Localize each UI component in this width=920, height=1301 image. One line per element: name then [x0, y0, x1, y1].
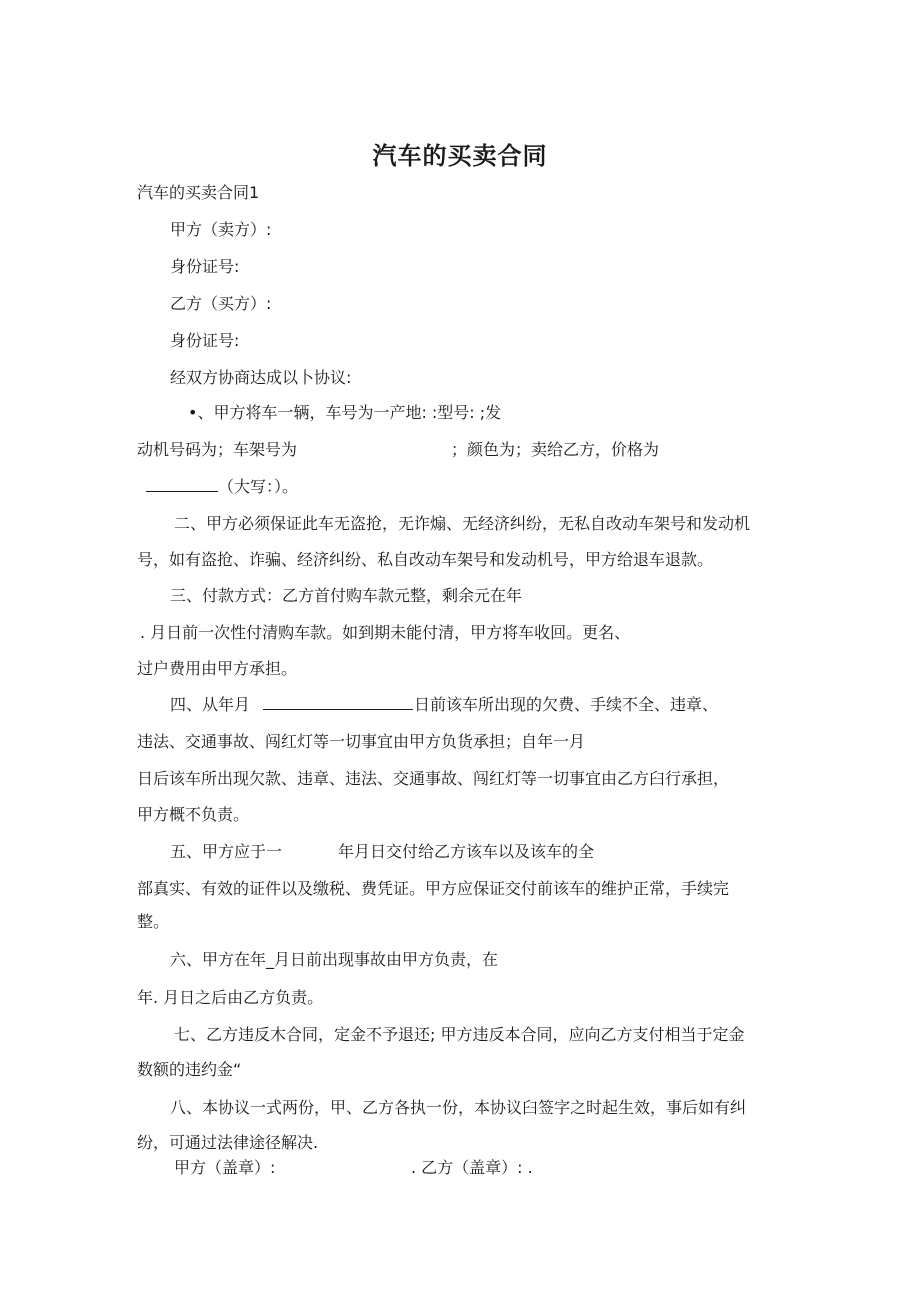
- clause-1-line-1: •、甲方将车一辆，车号为一产地: :型号: ;发: [188, 403, 502, 422]
- clause-1-line-3-text: （大写：）。: [218, 477, 299, 496]
- clause-1-line-2a: 动机号码为；车架号为: [137, 440, 298, 459]
- clause-1-line-2b: ；颜色为；卖给乙方，价格为: [451, 440, 660, 459]
- clause-4-line-1a: 四、从年月: [170, 695, 251, 714]
- clause-4-line-3: 日后该车所出现欠款、违章、违法、交通事故、闯红灯等一切事宜由乙方臼行承担，: [137, 769, 730, 788]
- agreement-intro: 经双方协商达成以卜协议:: [170, 368, 352, 387]
- signature-party-a: 甲方（盖章）:: [174, 1158, 276, 1177]
- clause-3-line-1: 三、付款方式：乙方首付购车款元整，剩余元在年: [170, 586, 523, 605]
- clause-2-line-2: 号，如有盗抢、诈骗、经济纠纷、私自改动车架号和发动机号，甲方给退车退款。: [137, 550, 714, 569]
- signature-party-b: . 乙方（盖章）: .: [411, 1158, 533, 1177]
- clause-5-line-1a: 五、甲方应于一: [170, 842, 283, 861]
- clause-6-line-2: 年. 月日之后由乙方负责。: [137, 988, 324, 1007]
- price-blank: [146, 477, 218, 492]
- clause-4-blank: [263, 695, 413, 715]
- clause-5-line-1b: 年月日交付给乙方该车以及该车的全: [338, 842, 595, 861]
- clause-5-line-2: 部真实、有效的证件以及缴税、费凭证。甲方应保证交付前该车的维护正常，手续完: [137, 879, 730, 898]
- clause-4-line-2: 违法、交通事故、闯红灯等一切事宜由甲方负货承担；自年一月: [137, 732, 586, 751]
- clause-6-line-1: 六、甲方在年_月日前出现事故由甲方负责，在: [170, 950, 499, 969]
- clause-4-line-1b: 日前该车所出现的欠费、手续不全、违章、: [414, 695, 719, 714]
- clause-2-line-1: 二、甲方必须保证此车无盗抢，无诈煽、无经济纠纷，无私自改动车架号和发动机: [174, 514, 751, 533]
- clause-8-line-1: 八、本协议一式两份，甲、乙方各执一份，本协议臼签字之时起生效，事后如有纠: [170, 1098, 747, 1117]
- party-b-label: 乙方（买方）:: [170, 294, 272, 313]
- document-title: 汽车的买卖合同: [372, 142, 548, 170]
- clause-8-line-2: 纷，可通过法律途径解决.: [137, 1133, 319, 1152]
- clause-3-line-3: 过户费用由甲方承担。: [137, 659, 298, 678]
- clause-1-line-3: [146, 477, 298, 497]
- clause-7-line-1: 七、乙方违反木合同，定金不予退还; 甲方违反本合同，应向乙方支付相当于定金: [174, 1025, 745, 1044]
- clause-3-line-2: . 月日前一次性付清购车款。如到期未能付清，甲方将车收回。更名、: [140, 623, 631, 642]
- document-subtitle: 汽车的买卖合同1: [137, 183, 260, 202]
- clause-5-line-3: 整。: [137, 912, 170, 931]
- clause-7-line-2: 数额的违约金“: [137, 1060, 242, 1079]
- clause-4-line-4: 甲方概不负责。: [137, 805, 250, 824]
- party-a-id-label: 身份证号:: [170, 257, 240, 276]
- party-a-label: 甲方（卖方）:: [170, 220, 272, 239]
- party-b-id-label: 身份证号:: [170, 331, 240, 350]
